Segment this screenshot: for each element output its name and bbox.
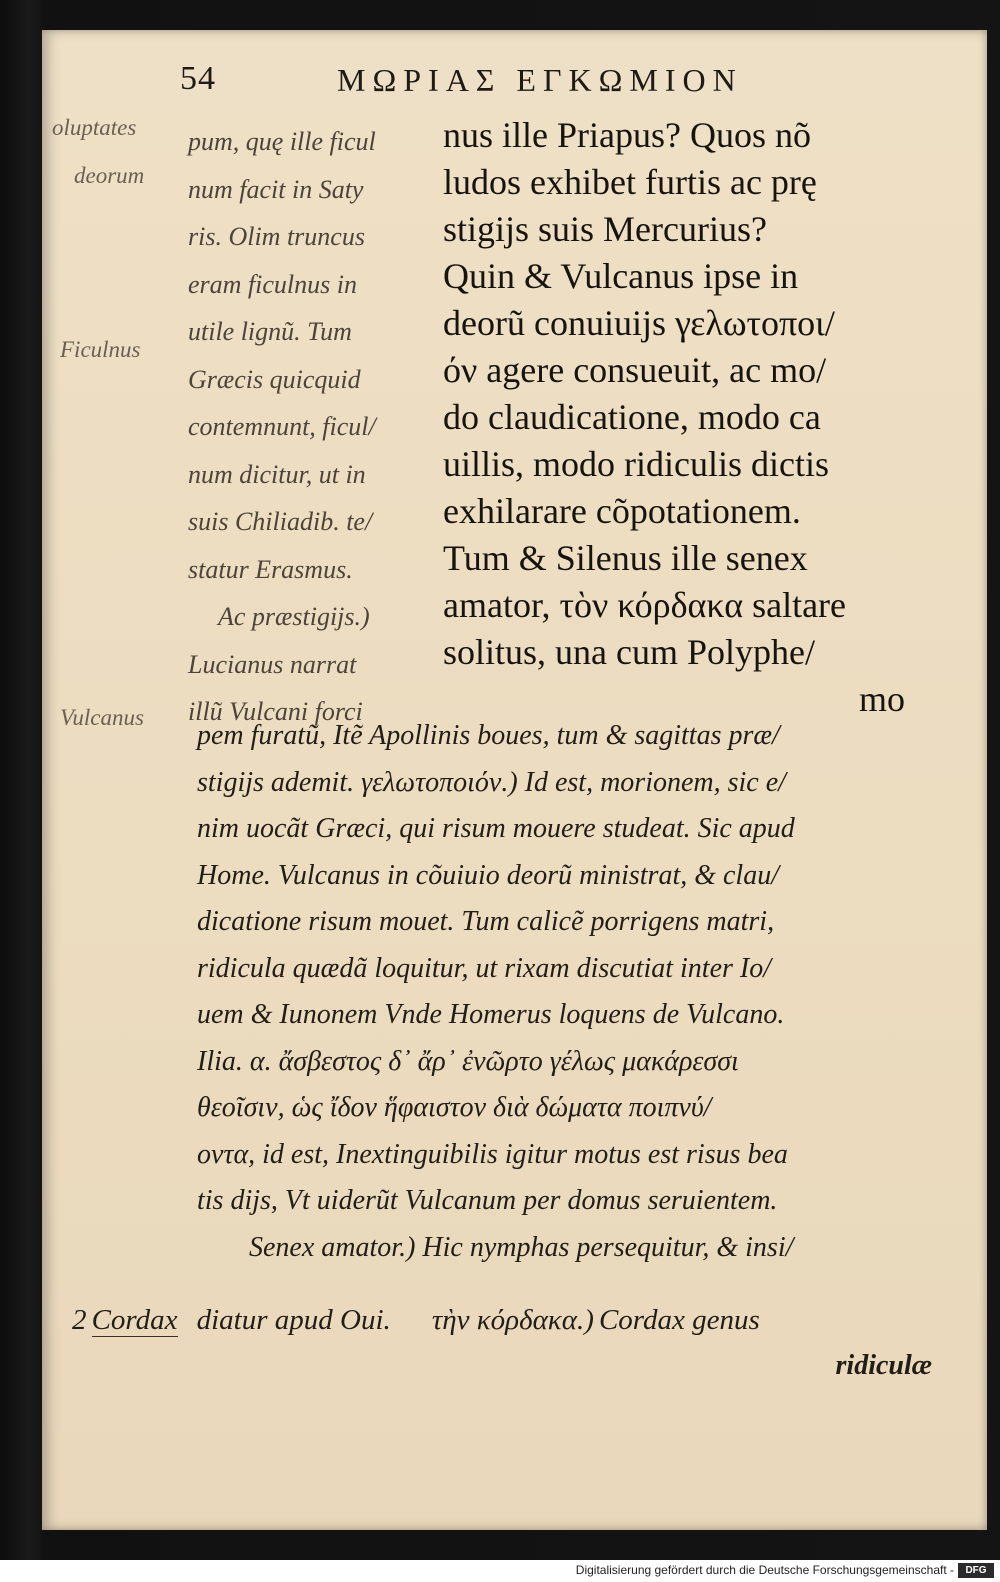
main-text-line: amator, τὸν κόρδακα saltare [443,585,847,625]
commentary-text: Cordax genus [598,1304,760,1336]
commentary-line: illũ Vulcani forci [188,697,363,726]
margin-note: deorum [74,163,145,188]
page-header [42,60,987,100]
commentary-line: Græcis quicquid [188,364,361,394]
main-text-line: ludos exhibet furtis ac prę [443,162,817,202]
commentary-line: pem furatũ, Itẽ Apollinis boues, tum & sagittas præ/ [197,720,780,751]
main-text-line: exhilarare cõpotationem. [443,491,801,531]
commentary-line: uem & Iunonem Vnde Homerus loquens de Vulcano. [197,999,785,1030]
main-text-line: stigijs suis Mercurius? [443,209,767,249]
dfg-logo: DFG [958,1563,994,1578]
commentary-line: dicatione risum mouet. Tum calicẽ porrigens matri, [197,906,775,937]
manuscript-marker: 2 [72,1304,87,1336]
greek-lemma: τὴν κόρδακα.) [431,1304,594,1336]
commentary-line: statur Erasmus. [188,554,353,584]
lemma-line: Ac præstigijs.) [218,602,370,631]
commentary-line: ridicula quædã loquitur, ut rixam discutiat inter Io/ [197,952,771,984]
margin-note: Ficulnus [60,337,141,362]
commentary-line: Home. Vulcanus in cõuiuio deorũ ministrat, & clau/ [197,859,779,891]
main-text-line: Quin & Vulcanus ipse in [443,256,799,296]
commentary-line: ris. Olim truncus [188,222,365,251]
commentary-line: tis dijs, Vt uiderũt Vulcanum per domus seruientem. [197,1185,778,1216]
commentary-line: suis Chiliadib. te/ [188,507,373,536]
main-text-line: deorũ conuiuijs γελωτοποι/ [443,303,835,343]
main-text-column [443,112,905,723]
cordax-margin-label: Cordax [91,1304,178,1336]
catchword-row [197,1343,932,1390]
main-text-line: όν agere consueuit, ac mo/ [443,350,827,390]
commentary-text: diatur apud Oui. [196,1304,391,1336]
cordax-line [72,1297,942,1343]
main-text-line: do claudicatione, modo ca [443,397,821,437]
commentary-line: οντα, id est, Inextinguibilis igitur motus est risus bea [197,1138,788,1170]
main-text-line: Tum & Silenus ille senex [443,538,808,578]
main-text-line: nus ille Priapus? Quos nõ [443,115,811,155]
commentary-line: pum, quę ille ficul [188,127,376,156]
main-text-line: mo [858,679,905,719]
commentary-line: stigijs ademit. γελωτοποιόν.) Id est, morionem, sic e/ [197,766,786,798]
commentary-line: num facit in Saty [188,174,364,204]
commentary-line: num dicitur, ut in [188,459,366,489]
commentary-line: contemnunt, ficul/ [188,412,376,441]
main-text-line: solitus, una cum Polyphe/ [443,632,815,672]
main-text-line: uillis, modo ridiculis dictis [443,444,829,484]
greek-quotation-line: θεοῖσιν, ὡς ἴδον ἥφαιστον διὰ δώματα ποιπνύ/ [197,1092,712,1123]
footer-credit: Digitalisierung gefördert durch die Deutsche Forschungsgemeinschaft - [575,1563,954,1577]
margin-note: oluptates [52,115,137,140]
book-page [42,30,987,1530]
catchword: ridiculæ [835,1350,932,1381]
greek-quotation-line: Ilia. α. ἄσβεστος δ᾽ ἄρ᾽ ἐνῶρτο γέλως μακάρεσσι [197,1045,739,1077]
footer [0,1560,1000,1582]
lemma-line: Senex amator.) Hic nymphas persequitur, & insi/ [249,1231,794,1263]
running-head: ΜΩΡΙΑΣ ΕΓΚΩΜΙΟΝ [337,62,743,98]
page-number: 54 [180,60,216,97]
commentary-line: eram ficulnus in [188,269,357,299]
commentary-line: nim uocãt Græci, qui risum mouere studeat. Sic apud [197,813,795,844]
full-width-commentary [197,713,932,1271]
commentary-column [188,118,478,736]
commentary-line: utile lignũ. Tum [188,317,352,346]
margin-note: Vulcanus [60,705,144,730]
commentary-line: Lucianus narrat [188,649,357,679]
